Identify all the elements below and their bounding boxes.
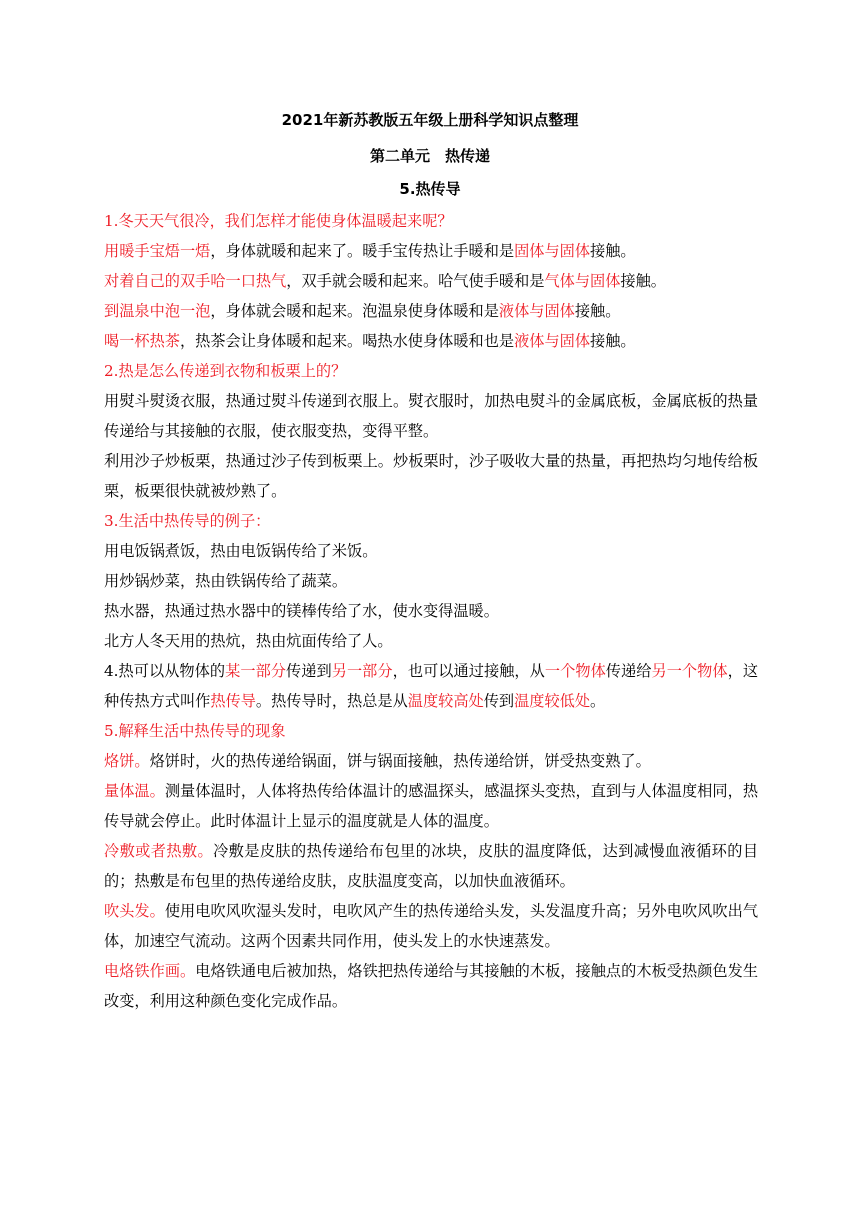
highlighted-text: 固体与固体 — [514, 242, 590, 260]
paragraph — [104, 656, 758, 716]
highlighted-text: 液体与固体 — [498, 302, 575, 320]
section-heading — [104, 206, 758, 236]
text-run: ，也可以通过接触，从 — [392, 662, 545, 680]
text-run: ，热茶会让身体暖和起来。喝热水使身体暖和也是 — [179, 332, 515, 350]
text-run: 接触。 — [620, 272, 666, 290]
section-heading — [104, 716, 758, 746]
highlighted-text: 到温泉中泡一泡 — [104, 302, 211, 320]
document-title: 2021年新苏教版五年级上册科学知识点整理 — [281, 111, 579, 129]
highlighted-text: 电烙铁作画。 — [104, 962, 196, 980]
highlighted-text: 另一个物体 — [651, 662, 728, 680]
text-run: 热水器，热通过热水器中的镁棒传给了水，使水变得温暖。 — [104, 602, 499, 620]
highlighted-text: 1.冬天天气很冷，我们怎样才能使身体温暖起来呢？ — [104, 212, 453, 230]
text-run: ，这种传热方式叫作 — [104, 662, 759, 710]
highlighted-text: 用暖手宝焐一焐 — [104, 242, 211, 260]
text-run: 使用电吹风吹湿头发时，电吹风产生的热传递给头发，头发温度升高；另外电吹风吹出气体，加速空气流动。这两个因素共同作用，使头发上的水快速蒸发。 — [104, 902, 759, 950]
paragraph — [104, 746, 758, 776]
text-run: 北方人冬天用的热炕，热由炕面传给了人。 — [104, 632, 393, 650]
highlighted-text: 烙饼。 — [104, 752, 150, 770]
text-run: ，身体就会暖和起来。泡温泉使身体暖和是 — [210, 302, 499, 320]
text-run: 接触。 — [574, 302, 621, 320]
highlighted-text: 气体与固体 — [544, 272, 621, 290]
highlighted-text: 量体温。 — [104, 782, 165, 800]
highlighted-text: 5.解释生活中热传导的现象 — [104, 722, 286, 740]
text-run: ，双手就会暖和起来。哈气使手暖和是 — [286, 272, 545, 290]
text-run: 。 — [590, 692, 606, 710]
text-run: 接触。 — [590, 332, 636, 350]
paragraph — [104, 566, 758, 596]
paragraph — [104, 446, 758, 506]
paragraph — [104, 896, 758, 956]
highlighted-text: 冷敷或者热敷。 — [104, 842, 214, 860]
text-run: 传递给 — [605, 662, 652, 680]
highlighted-text: 吹头发。 — [104, 902, 165, 920]
lesson-title: 5.热传导 — [399, 180, 461, 198]
paragraph — [104, 386, 758, 446]
paragraph — [104, 236, 758, 266]
text-run: ，身体就暖和起来了。暖手宝传热让手暖和是 — [210, 242, 515, 260]
text-run: 用电饭锅煮饭，热由电饭锅传给了米饭。 — [104, 542, 378, 560]
highlighted-text: 温度较低处 — [514, 692, 590, 710]
text-run: 利用沙子炒板栗，热通过沙子传到板栗上。炒板栗时，沙子吸收大量的热量，再把热均匀地传给板栗，板栗很快就被炒熟了。 — [104, 452, 758, 500]
text-run: 4.热可以从物体的 — [104, 662, 226, 680]
paragraph — [104, 956, 758, 1016]
highlighted-text: 另一部分 — [331, 662, 393, 680]
highlighted-text: 热传导 — [210, 692, 256, 710]
paragraph — [104, 296, 758, 326]
text-run: 。热传导时，热总是从 — [255, 692, 408, 710]
highlighted-text: 液体与固体 — [514, 332, 590, 350]
paragraph — [104, 266, 758, 296]
paragraph — [104, 326, 758, 356]
paragraph — [104, 626, 758, 656]
highlighted-text: 某一部分 — [225, 662, 287, 680]
highlighted-text: 温度较高处 — [407, 692, 484, 710]
text-run: 接触。 — [590, 242, 636, 260]
text-run: 用熨斗熨烫衣服，热通过熨斗传递到衣服上。熨衣服时，加热电熨斗的金属底板，金属底板的热量传递给与其接触的衣服，使衣服变热，变得平整。 — [104, 392, 758, 440]
paragraph — [104, 836, 758, 896]
highlighted-text: 一个物体 — [544, 662, 606, 680]
highlighted-text: 喝一杯热茶 — [104, 332, 180, 350]
highlighted-text: 对着自己的双手哈一口热气 — [104, 272, 287, 290]
unit-title: 第二单元 热传递 — [369, 147, 490, 165]
text-run: 传到 — [483, 692, 515, 710]
text-run: 烙饼时，火的热传递给锅面，饼与锅面接触，热传递给饼，饼受热变熟了。 — [149, 752, 651, 770]
document-body — [104, 206, 758, 1016]
paragraph — [104, 536, 758, 566]
text-run: 测量体温时，人体将热传给体温计的感温探头，感温探头变热，直到与人体温度相同，热传导就会停止。此时体温计上显示的温度就是人体的温度。 — [104, 782, 759, 830]
highlighted-text: 3.生活中热传导的例子： — [104, 512, 271, 530]
highlighted-text: 2.热是怎么传递到衣物和板栗上的？ — [104, 362, 347, 380]
section-heading — [104, 356, 758, 386]
section-heading — [104, 506, 758, 536]
paragraph — [104, 776, 758, 836]
paragraph — [104, 596, 758, 626]
text-run: 电烙铁通电后被加热，烙铁把热传递给与其接触的木板，接触点的木板受热颜色发生改变，利用这种颜色变化完成作品。 — [104, 962, 759, 1010]
text-run: 用炒锅炒菜，热由铁锅传给了蔬菜。 — [104, 572, 347, 590]
text-run: 冷敷是皮肤的热传递给布包里的冰块，皮肤的温度降低，达到减慢血液循环的目的；热敷是布包里的热传递给皮肤，皮肤温度变高，以加快血液循环。 — [104, 842, 759, 890]
text-run: 传递到 — [286, 662, 332, 680]
